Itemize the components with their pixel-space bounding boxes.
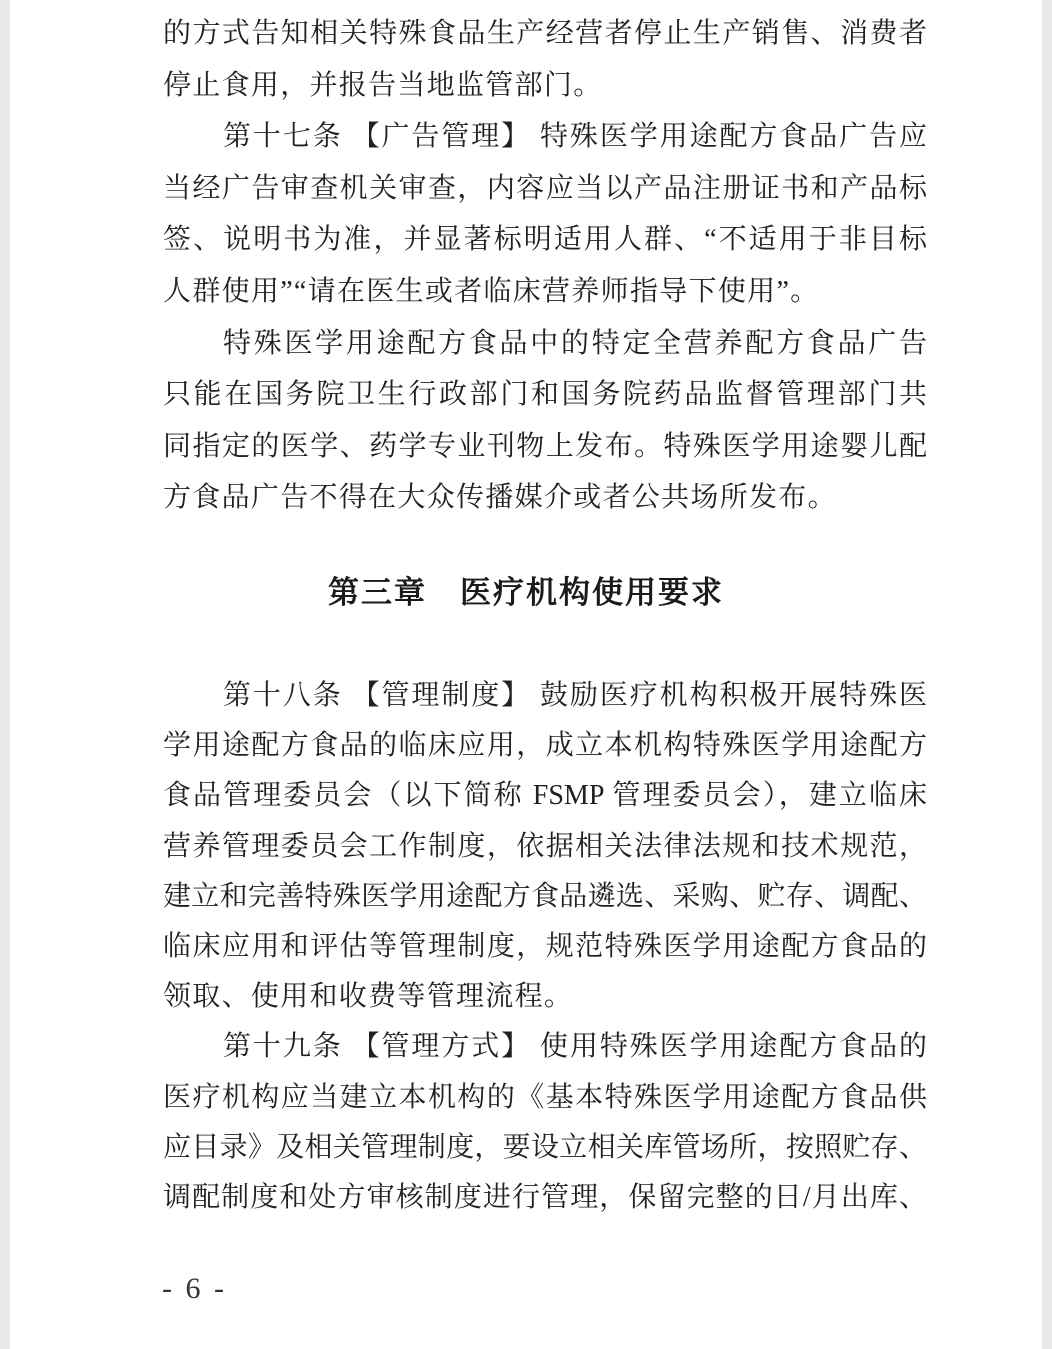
text-line: 方食品广告不得在大众传播媒介或者公共场所发布。 <box>163 482 837 514</box>
text-line: 食品管理委员会（以下简称 FSMP 管理委员会），建立临床 <box>163 780 927 812</box>
text-line: 应目录》及相关管理制度，要设立相关库管场所，按照贮存、 <box>163 1131 927 1163</box>
text-line: 临床应用和评估等管理制度，规范特殊医学用途配方食品的 <box>163 930 927 962</box>
page-number: - 6 - <box>162 1272 227 1305</box>
text-line: 第十九条 【管理方式】 使用特殊医学用途配方食品的 <box>223 1031 927 1063</box>
text-line: 特殊医学用途配方食品中的特定全营养配方食品广告 <box>223 327 927 359</box>
text-line: 营养管理委员会工作制度，依据相关法律法规和技术规范， <box>163 830 927 862</box>
text-line: 人群使用”“请在医生或者临床营养师指导下使用”。 <box>163 275 820 307</box>
chapter-heading: 第三章 医疗机构使用要求 <box>328 575 724 610</box>
page-left-edge <box>0 0 10 1349</box>
text-line: 只能在国务院卫生行政部门和国务院药品监督管理部门共 <box>163 379 927 411</box>
body-text-before-heading <box>163 8 927 524</box>
text-line: 调配制度和处方审核制度进行管理，保留完整的日/月出库、 <box>163 1181 927 1213</box>
text-line: 医疗机构应当建立本机构的《基本特殊医学用途配方食品供 <box>163 1081 927 1113</box>
text-line: 同指定的医学、药学专业刊物上发布。特殊医学用途婴儿配 <box>163 430 927 462</box>
text-line: 第十八条 【管理制度】 鼓励医疗机构积极开展特殊医 <box>223 680 927 711</box>
page-right-edge <box>1042 0 1052 1349</box>
text-line: 签、说明书为准，并显著标明适用人群、“不适用于非目标 <box>163 224 927 256</box>
text-line: 的方式告知相关特殊食品生产经营者停止生产销售、消费者 <box>163 18 927 49</box>
text-line: 第十七条 【广告管理】 特殊医学用途配方食品广告应 <box>223 121 927 153</box>
text-line: 停止食用，并报告当地监管部门。 <box>163 69 603 101</box>
text-line: 当经广告审查机关审查，内容应当以产品注册证书和产品标 <box>163 172 927 204</box>
text-line: 建立和完善特殊医学用途配方食品遴选、采购、贮存、调配、 <box>163 880 927 912</box>
text-line: 学用途配方食品的临床应用，成立本机构特殊医学用途配方 <box>163 730 927 762</box>
text-line: 领取、使用和收费等管理流程。 <box>163 981 574 1013</box>
body-text-after-heading <box>163 671 927 1223</box>
